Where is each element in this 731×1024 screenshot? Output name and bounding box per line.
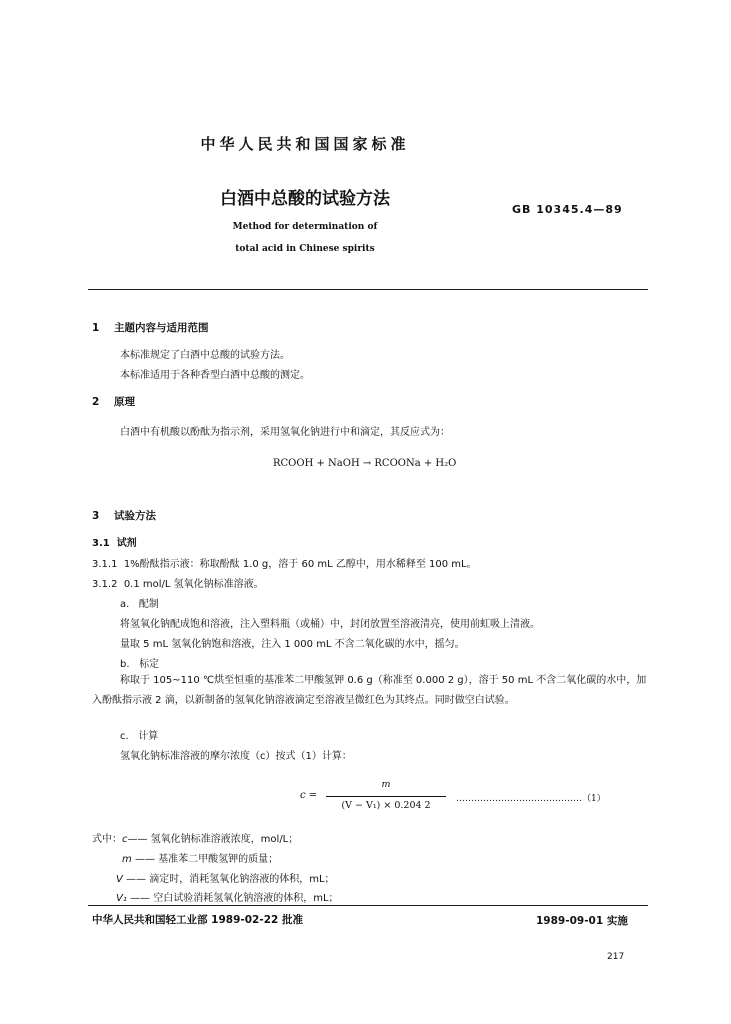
variable-symbol: V	[116, 874, 123, 885]
section-number: 3	[92, 510, 100, 522]
issuing-body: 中华人民共和国国家标准	[200, 135, 410, 153]
page-number: 217	[607, 952, 625, 962]
clause-text: 0.1 mol/L 氢氧化钠标准溶液。	[123, 579, 264, 590]
clause-3-1-2	[92, 575, 264, 590]
section-title: 主题内容与适用范围	[114, 322, 209, 334]
variable-definition-row	[122, 850, 278, 865]
section-3-heading	[92, 508, 156, 523]
footer-rule	[88, 905, 648, 906]
reaction-equation: RCOOH + NaOH → RCOONa + H₂O	[273, 458, 457, 469]
english-title-line2: total acid in Chinese spirits	[235, 244, 375, 254]
variable-symbol: m	[122, 854, 132, 865]
item-c-heading	[120, 727, 158, 742]
item-title: 配制	[138, 599, 159, 610]
where-prefix: 式中：	[92, 834, 122, 845]
variable-definition-row	[116, 870, 335, 885]
item-label: b.	[120, 659, 130, 670]
variable-definition-row	[116, 889, 339, 904]
formula-lhs: c =	[300, 790, 318, 801]
section-1-heading	[92, 320, 209, 335]
section-2-heading	[92, 394, 135, 409]
section-title: 试验方法	[114, 510, 156, 522]
variable-definitions	[92, 830, 298, 845]
item-b-heading	[120, 655, 159, 670]
variable-description: —— 滴定时，消耗氢氧化钠溶液的体积，mL；	[126, 874, 335, 885]
section-1-paragraph-2: 本标准适用于各种香型白酒中总酸的测定。	[120, 370, 310, 381]
implementation-date: 1989-09-01 实施	[536, 915, 628, 927]
clause-3-1-1	[92, 555, 477, 570]
fraction-bar	[326, 796, 446, 797]
subsection-title: 试剂	[116, 538, 137, 549]
standard-code: GB 10345.4—89	[512, 203, 623, 216]
item-title: 标定	[139, 659, 160, 670]
english-title-line1: Method for determination of	[232, 222, 378, 232]
formula-numerator: m	[381, 779, 391, 790]
item-label: c.	[120, 731, 129, 742]
clause-number: 3.1.2	[92, 579, 118, 590]
section-title: 原理	[114, 396, 135, 408]
document-title: 白酒中总酸的试验方法	[220, 189, 390, 209]
section-number: 1	[92, 322, 100, 334]
item-title: 计算	[138, 731, 159, 742]
item-c-paragraph: 氢氧化钠标准溶液的摩尔浓度（c）按式（1）计算：	[120, 751, 352, 762]
subsection-number: 3.1	[92, 538, 110, 549]
section-2-paragraph: 白酒中有机酸以酚酞为指示剂，采用氢氧化钠进行中和滴定，其反应式为：	[120, 427, 450, 438]
item-a-paragraph-1: 将氢氧化钠配成饱和溶液，注入塑料瓶（或桶）中，封闭放置至溶液清亮，使用前虹吸上清液。	[120, 619, 540, 630]
section-number: 2	[92, 396, 100, 408]
item-a-paragraph-2: 量取 5 mL 氢氧化钠饱和溶液，注入 1 000 mL 不含二氧化碳的水中，摇匀。	[120, 639, 465, 650]
variable-description: —— 空白试验消耗氢氧化钠溶液的体积，mL；	[130, 893, 339, 904]
formula-equation-number: ……………………………………（1）	[456, 794, 606, 804]
variable-description: —— 氢氧化钠标准溶液浓度，mol/L；	[127, 834, 299, 845]
variable-description: —— 基准苯二甲酸氢钾的质量；	[134, 854, 279, 865]
variable-symbol: c	[122, 834, 128, 845]
formula-denominator: (V − V₁) × 0.204 2	[341, 800, 431, 811]
clause-number: 3.1.1	[92, 559, 118, 570]
section-1-paragraph-1: 本标准规定了白酒中总酸的试验方法。	[120, 350, 290, 361]
approval-notice: 中华人民共和国轻工业部 1989-02-22 批准	[92, 914, 303, 926]
variable-symbol: V₁	[116, 893, 127, 904]
subsection-3-1	[92, 534, 137, 549]
header-rule	[88, 289, 648, 290]
item-label: a.	[120, 599, 130, 610]
item-a-heading	[120, 595, 159, 610]
item-b-paragraph: 称取于 105~110 ℃烘至恒重的基准苯二甲酸氢钾 0.6 g（称准至 0.000 2 g），溶于 50 mL 不含二氧化碳的水中，加入酚酞指示液 2 滴，以新制备的氢氧化钠溶液滴定至溶液呈微红色为其终点。同时做空白试验。	[92, 675, 647, 706]
clause-text: 1%酚酞指示液：称取酚酞 1.0 g，溶于 60 mL 乙醇中，用水稀释至 100 mL。	[123, 559, 477, 570]
